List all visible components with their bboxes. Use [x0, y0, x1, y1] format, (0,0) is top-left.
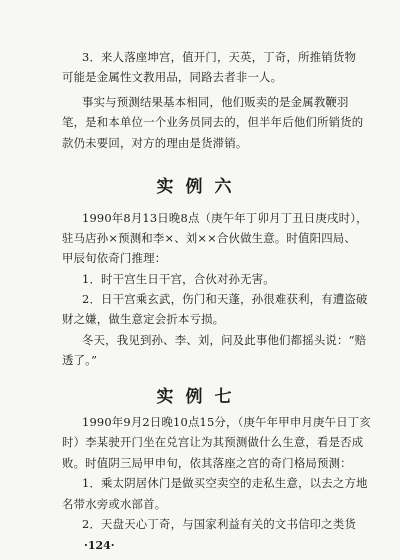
text-line: 败。时值阴三局甲申旬，依其落座之宫的奇门格局预测：: [62, 456, 352, 470]
text-line: 财之嫌，做生意定会折本亏损。: [62, 312, 225, 326]
text-line: 可能是金属性文教用品，同路去者非一人。: [62, 70, 283, 84]
text-line: 名带水旁或水部首。: [62, 497, 167, 511]
text-line: 2．天盘天心丁奇，与国家利益有关的文书信印之类货: [82, 517, 357, 531]
text-line: 1990年9月2日晚10点15分，（庚午年甲申月庚午日丁亥: [82, 415, 371, 429]
text-line: 笔，是和本单位一个业务员同去的，但半年后他们所销货的: [62, 115, 364, 129]
section-heading: 实例七: [156, 387, 244, 407]
text-line: 事实与预测结果基本相同，他们贩卖的是金属教鞭羽: [82, 95, 349, 109]
text-line: 驻马店孙×预测和李×、刘××合伙做生意。时值阳四局、: [62, 231, 356, 245]
section-heading: 实例六: [156, 177, 244, 197]
text-line: 甲辰旬依奇门推理：: [62, 251, 167, 265]
text-line: 1．时干宫生日干宫，合伙对孙无害。: [82, 272, 275, 286]
text-line: 1990年8月13日晚8点（庚午年丁卯月丁丑日庚戌时），: [82, 211, 368, 225]
text-line: 2．日干宫乘玄武，伤门和天蓬，孙很难获利，有遭盗破: [82, 292, 368, 306]
text-line: 时）李某驶开门坐在兑宫让为其预测做什么生意，看是否成: [62, 435, 364, 449]
text-line: 透了。”: [62, 353, 98, 367]
text-line: 款仍未要回，对方的理由是货滞销。: [62, 136, 248, 150]
page-number: ·124·: [84, 539, 115, 552]
text-line: 1．乘太阴居休门是做买空卖空的走私生意，以去之方地: [82, 476, 368, 490]
text-line: 冬天，我见到孙、李、刘，问及此事他们都摇头说：“赔: [82, 333, 367, 347]
text-line: 3．来人落座坤宫，值开门，天英，丁奇，所推销货物: [82, 50, 357, 64]
